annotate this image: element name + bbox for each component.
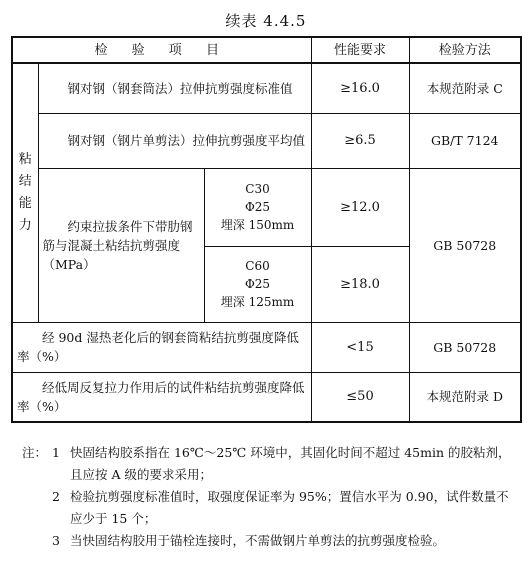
header-method: 检验方法 [409,37,521,63]
row3-requirement-2: ≥18.0 [311,246,409,322]
row3-method: GB 50728 [409,168,521,322]
row4-method: GB 50728 [409,322,521,372]
table-row [12,322,521,372]
row2-requirement: ≥6.5 [311,113,409,168]
note-item [22,442,520,486]
row4-requirement: <15 [311,322,409,372]
rebar-diameter: Φ25 [244,200,271,214]
table-row [12,63,521,113]
group-char: 能 [18,195,32,211]
row2-desc: 钢对钢（钢片单剪法）拉伸抗剪强度平均值 [38,113,311,168]
table-row [12,372,521,422]
group-label-bond-capacity [12,63,38,322]
concrete-grade: C30 [245,182,270,196]
row3-requirement-1: ≥12.0 [311,168,409,246]
rebar-diameter: Φ25 [244,277,271,291]
table-title: 续表 4.4.5 [225,12,307,30]
note-number: 1 [52,445,60,460]
row5-method: 本规范附录 D [409,372,521,422]
inspection-table [11,36,522,423]
group-char: 力 [18,217,32,233]
embed-depth: 埋深 125mm [220,295,295,309]
table-header-row [12,37,521,63]
row3-sub1 [204,168,311,246]
note-item [22,486,520,530]
group-char: 结 [18,173,32,189]
note-item [22,530,520,552]
note-number: 3 [52,533,60,548]
note-text: 当快固结构胶用于锚栓连接时，不需做钢片单剪法的抗剪强度检验。 [70,533,446,548]
note-text: 检验抗剪强度标准值时，取强度保证率为 95%；置信水平为 0.90，试件数量不应少于 15 个； [70,489,509,526]
row1-desc: 钢对钢（钢套筒法）拉伸抗剪强度标准值 [38,63,311,113]
table-row [12,113,521,168]
concrete-grade: C60 [245,259,270,273]
row1-method: 本规范附录 C [409,63,521,113]
table-row [12,168,521,246]
row3-sub2 [204,246,311,322]
note-number: 2 [52,489,60,504]
row5-requirement: ≤50 [311,372,409,422]
row2-method: GB/T 7124 [409,113,521,168]
notes-section [22,442,520,552]
note-text: 快固结构胶系指在 16℃～25℃ 环境中，其固化时间不超过 45min 的胶粘剂，且应按 A 级的要求采用； [70,445,511,482]
embed-depth: 埋深 150mm [220,218,295,232]
row5-desc: 经低周反复拉力作用后的试件粘结抗剪强度降低率（%） [12,372,311,422]
row3-desc: 约束拉拔条件下带肋钢筋与混凝土粘结抗剪强度（MPa） [38,168,204,322]
row4-desc: 经 90d 湿热老化后的钢套筒粘结抗剪强度降低率（%） [12,322,311,372]
group-char: 粘 [18,151,32,167]
header-requirement: 性能要求 [311,37,409,63]
row1-requirement: ≥16.0 [311,63,409,113]
header-item: 检 验 项 目 [12,37,311,63]
notes-lead: 注： [22,445,48,460]
